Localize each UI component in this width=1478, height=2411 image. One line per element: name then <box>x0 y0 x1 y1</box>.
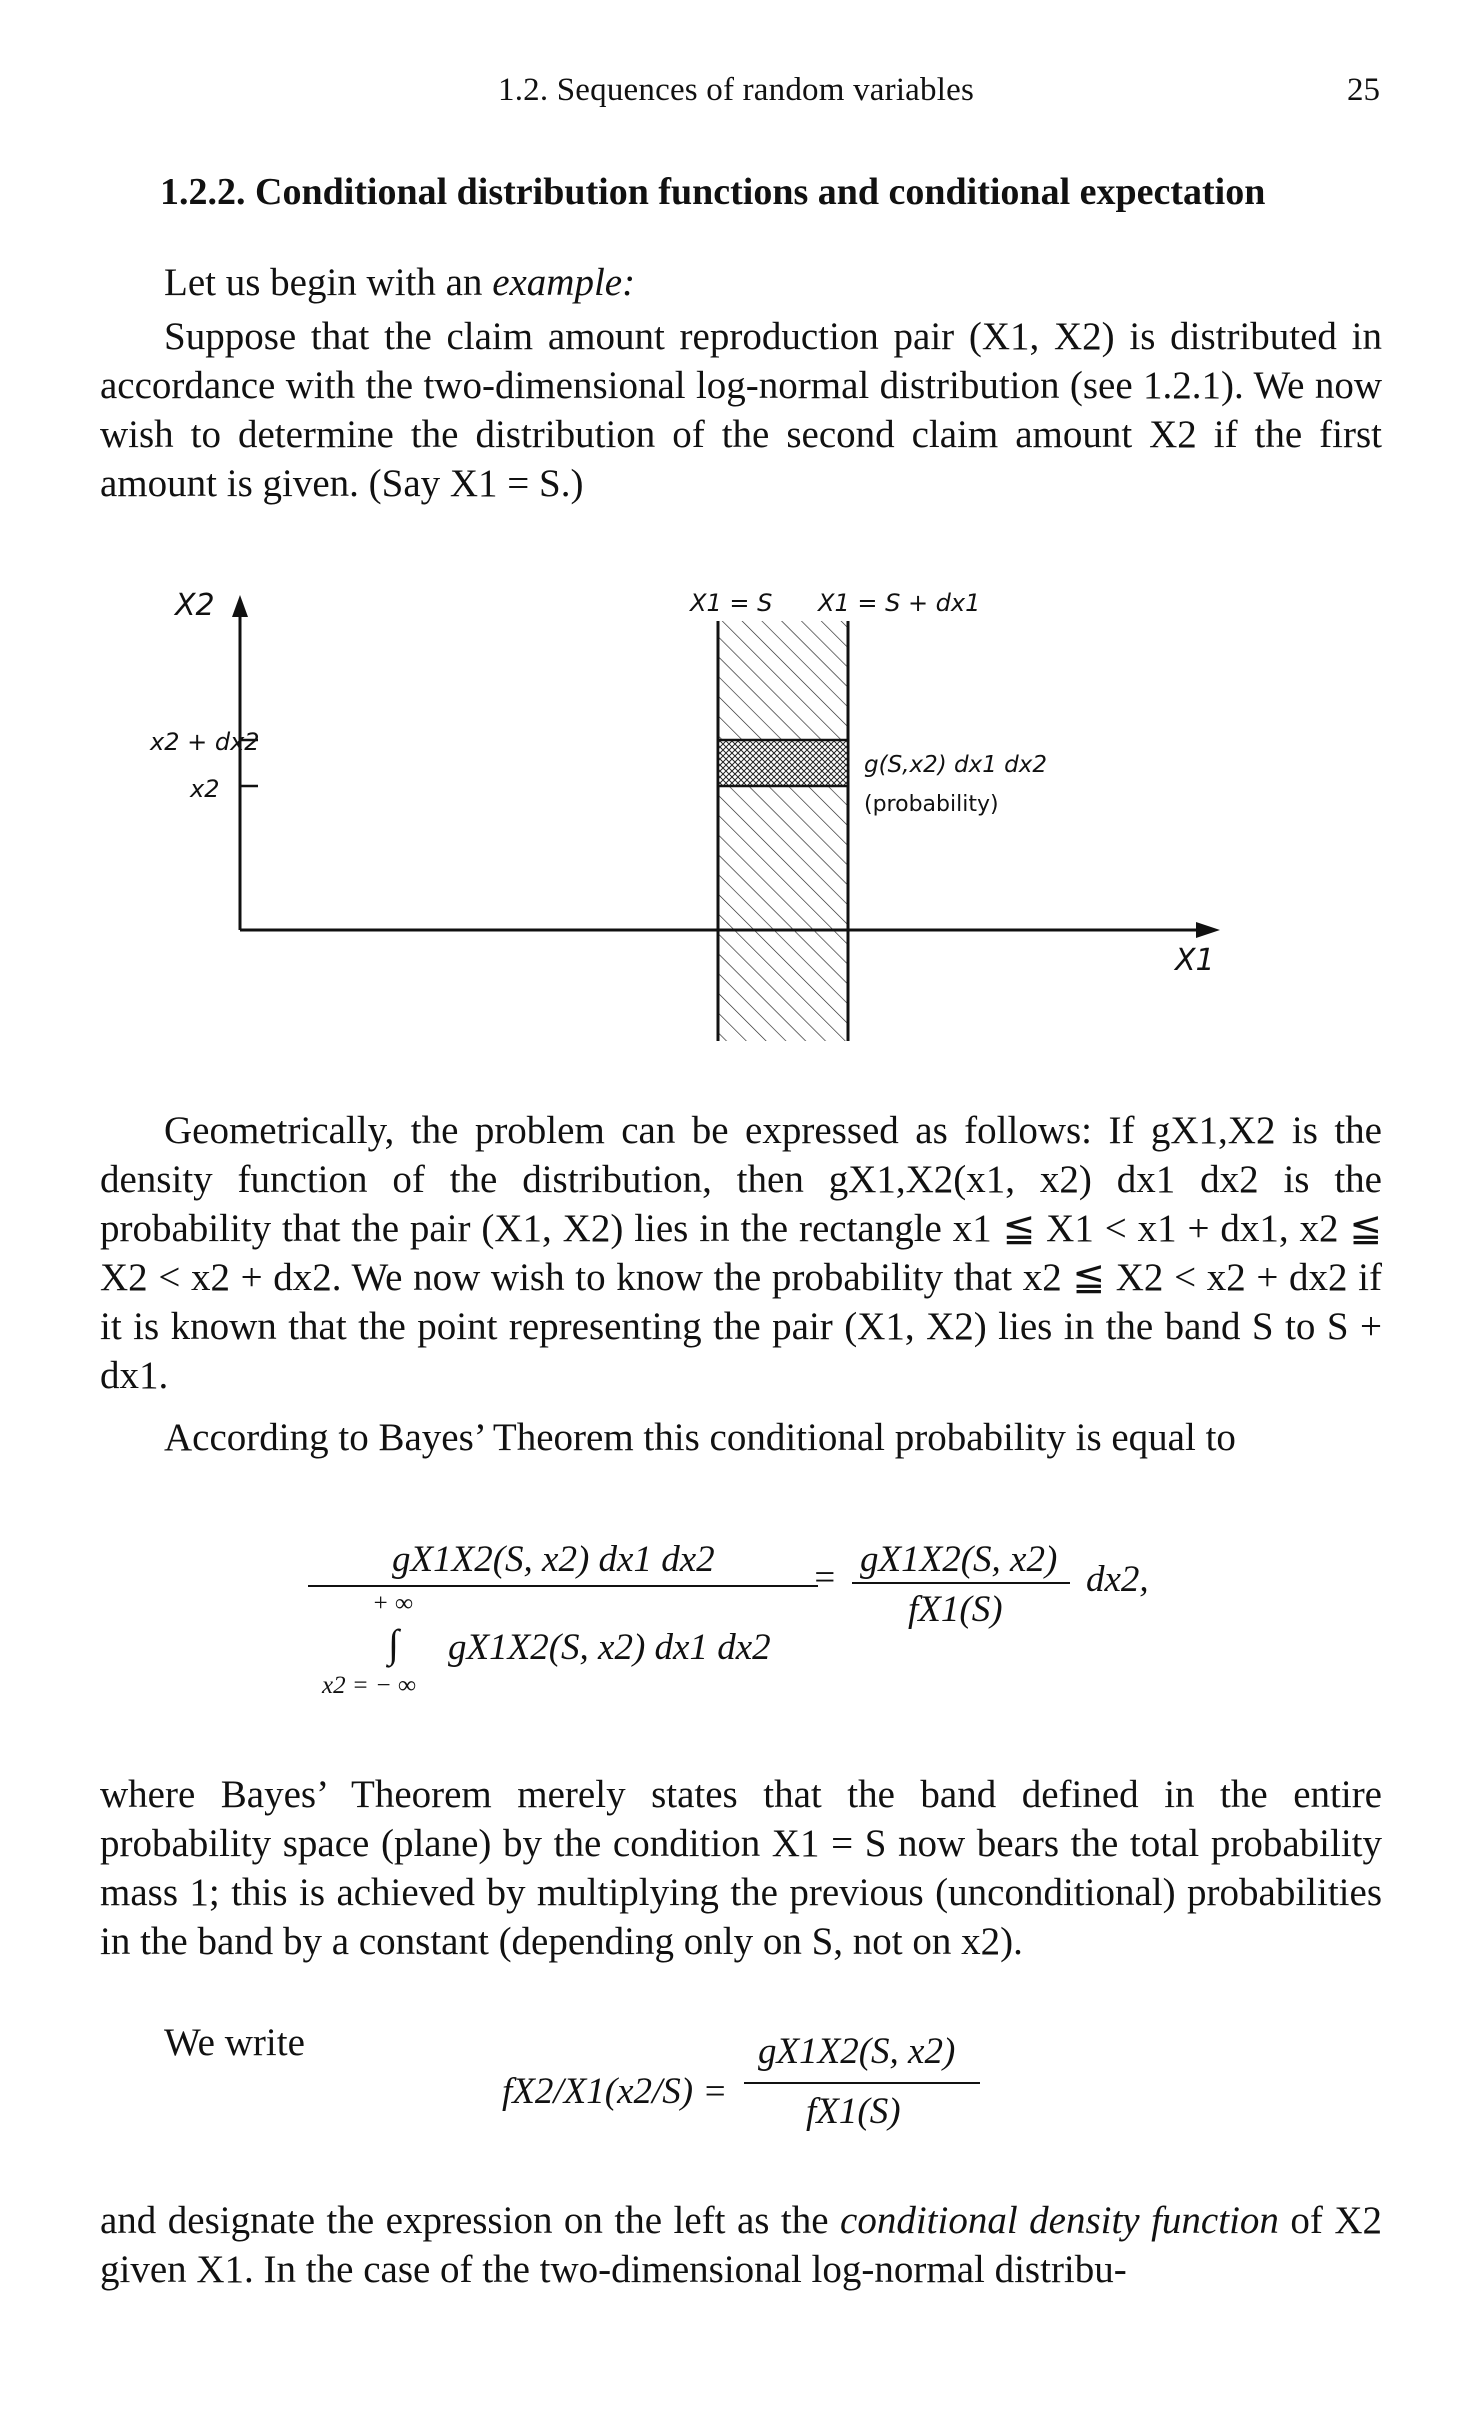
probability-cell <box>718 740 848 786</box>
band-diagram <box>150 585 1230 1045</box>
rhs-denominator: fX1(S) <box>908 1589 1003 1630</box>
bayes-fraction-line <box>308 1585 818 1587</box>
intro-emphasis: example: <box>492 261 636 304</box>
cell-note: (probability) <box>864 792 999 817</box>
integral-lower-limit: x2 = − ∞ <box>322 1672 416 1699</box>
running-head: 1.2. Sequences of random variables <box>498 72 974 108</box>
band-figure <box>150 585 1230 1045</box>
x-axis-label: X1 <box>1175 943 1215 978</box>
we-write-text: We write <box>164 2021 305 2064</box>
conditional-numerator: gX1X2(S, x2) <box>758 2031 956 2072</box>
tick-upper-label: x2 + dx2 <box>150 728 260 756</box>
conditional-lhs: fX2/X1(x2/S) = <box>502 2071 728 2112</box>
integral-sign: ∫ <box>388 1621 399 1666</box>
band-right-label: X1 = S + dx1 <box>818 589 981 617</box>
x-axis-arrow-icon <box>1196 922 1220 938</box>
designate-emphasis: conditional density function <box>840 2199 1279 2242</box>
tick-lower-label: x2 <box>190 775 220 803</box>
conditional-denominator: fX1(S) <box>806 2091 901 2132</box>
y-axis-arrow-icon <box>232 595 248 617</box>
suppose-paragraph: Suppose that the claim amount reproduction pair (X1, X2) is distributed in accordance with the two-dimensional log-normal distribution (see 1.2.1). We now wish to determine the distribution of the second claim amount X2 if the first amount is given. (Say X1 = S.) <box>100 315 1382 505</box>
rhs-fraction-line <box>852 1582 1070 1584</box>
conditional-fraction-line <box>744 2082 980 2084</box>
designate-after: of X2 given X1. In the case of the two-dimensional log-normal distribu- <box>100 2199 1383 2291</box>
designate-before: and designate the expression on the left as the <box>100 2199 841 2242</box>
section-title: 1.2.2. Conditional distribution functions and conditional expectation <box>160 171 1266 213</box>
rhs-factor: dx2, <box>1086 1559 1149 1600</box>
band-hatching <box>718 621 848 1041</box>
designate-paragraph <box>100 2196 1382 2294</box>
band-left-label: X1 = S <box>690 589 773 617</box>
geometric-paragraph: Geometrically, the problem can be expressed as follows: If gX1,X2 is the density function of the distribution, then gX1,X2(x1, x2) dx1 dx2 is the probability that the pair (X1, X2) lies in the rectangle x1 ≦ X1 < x1 + dx1, x2 ≦ X2 < x2 + dx2. We now wish to know the probability that x2 ≦ X2 < x2 + dx2 if it is known that the point representing the pair (X1, X2) lies in the band S to S + dx1. <box>100 1109 1382 1397</box>
rhs-numerator: gX1X2(S, x2) <box>860 1539 1058 1580</box>
y-axis-label: X2 <box>175 588 215 623</box>
intro-paragraph <box>100 258 1382 307</box>
intro-text: Let us begin with an <box>164 261 493 304</box>
bayes-paragraph: According to Bayes’ Theorem this conditional probability is equal to <box>164 1416 1236 1459</box>
cell-label: g(S,x2) dx1 dx2 <box>864 752 1048 778</box>
bayes-numerator: gX1X2(S, x2) dx1 dx2 <box>392 1539 715 1580</box>
where-paragraph: where Bayes’ Theorem merely states that the band defined in the entire probability space (plane) by the condition X1 = S now bears the total probability mass 1; this is achieved by multiplying the previous (unconditional) probabilities in the band by a constant (depending only on S, not on x2). <box>100 1773 1382 1963</box>
integral-upper-limit: + ∞ <box>372 1590 413 1617</box>
bayes-denominator: gX1X2(S, x2) dx1 dx2 <box>448 1627 771 1668</box>
bayes-equals: = <box>812 1557 837 1598</box>
page-number: 25 <box>1347 72 1380 108</box>
